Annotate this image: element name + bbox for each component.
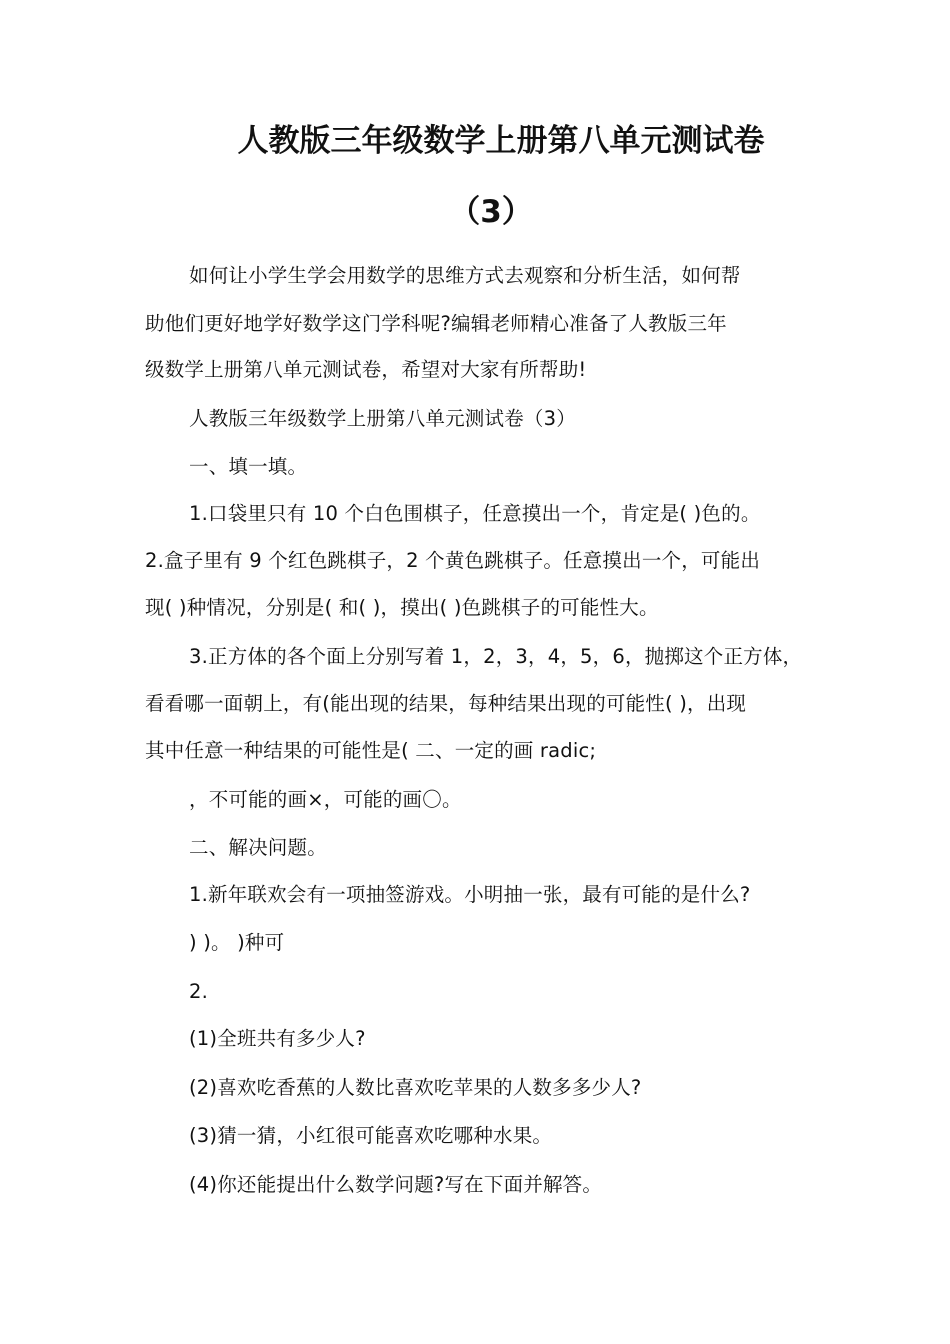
question-3-line-3: 其中任意一种结果的可能性是( 二、一定的画 radic; — [145, 739, 597, 762]
problem-2-item-2: (2)喜欢吃香蕉的人数比喜欢吃苹果的人数多多少人? — [189, 1076, 642, 1099]
document-title: 人教版三年级数学上册第八单元测试卷 — [237, 123, 765, 159]
question-3-line-2: 看看哪一面朝上，有(能出现的结果，每种结果出现的可能性( )，出现 — [145, 692, 747, 715]
question-2-line-1: 2.盒子里有 9 个红色跳棋子，2 个黄色跳棋子。任意摸出一个，可能出 — [145, 549, 761, 572]
question-3-line-1: 3.正方体的各个面上分别写着 1，2，3，4，5，6，抛掷这个正方体， — [189, 645, 803, 668]
question-2-line-2: 现( )种情况，分别是( 和( )，摸出( )色跳棋子的可能性大。 — [145, 596, 659, 619]
problem-2-item-4: (4)你还能提出什么数学问题?写在下面并解答。 — [189, 1173, 603, 1196]
question-1: 1.口袋里只有 10 个白色围棋子，任意摸出一个，肯定是( )色的。 — [189, 502, 761, 525]
problem-2: 2. — [189, 980, 209, 1003]
intro-line-1: 如何让小学生学会用数学的思维方式去观察和分析生活，如何帮 — [189, 264, 741, 287]
section2-heading: 二、解决问题。 — [189, 836, 327, 859]
section1-heading: 一、填一填。 — [189, 455, 308, 478]
subtitle: 人教版三年级数学上册第八单元测试卷（3） — [189, 407, 576, 430]
question-3-continuation: ，不可能的画×，可能的画〇。 — [189, 788, 462, 811]
problem-1-continuation: ) )。 )种可 — [189, 931, 285, 954]
problem-2-item-1: (1)全班共有多少人? — [189, 1027, 366, 1050]
document-title-number: （3） — [449, 194, 533, 230]
problem-1: 1.新年联欢会有一项抽签游戏。小明抽一张，最有可能的是什么? — [189, 883, 751, 906]
problem-2-item-3: (3)猜一猜，小红很可能喜欢吃哪种水果。 — [189, 1124, 553, 1147]
intro-line-2: 助他们更好地学好数学这门学科呢?编辑老师精心准备了人教版三年 — [145, 312, 727, 335]
intro-line-3: 级数学上册第八单元测试卷，希望对大家有所帮助! — [145, 358, 587, 381]
